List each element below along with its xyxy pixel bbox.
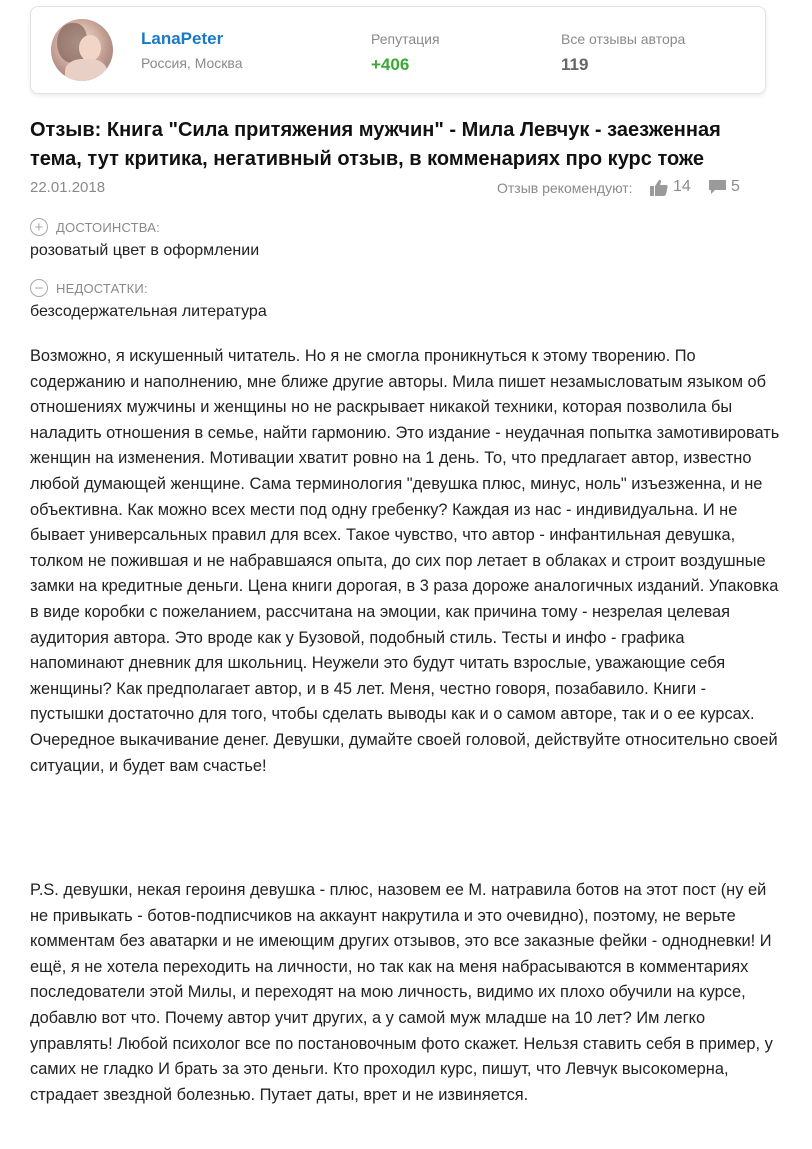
comments-count: 5: [731, 178, 740, 195]
all-reviews-count[interactable]: 119: [561, 55, 589, 74]
author-location: Россия, Москва: [141, 55, 243, 71]
likes-count: 14: [673, 178, 691, 195]
plus-circle-icon: +: [30, 218, 48, 236]
review-body-paragraph-2: P.S. девушки, некая героиня девушка - плюс, назовем ее М. натравила ботов на этот пост (ну ей не привыкать - ботов-подписчиков на аккаунт накрутила и это очевидно), поэтому, не верьте комментам без аватарки и не имеющим других отзывов, это все заказные фейки - однодневки! И ещё, я не хотела переходить на личности, но так как на меня набрасываются в комментариях последователи этой Милы, и переходят на мою личность, видимо их плохо обучили на курсе, добавлю вот что. Почему автор учит других, а у самой муж младше на 10 лет? Им легко управлять! Любой психолог все по постановочным фото скажет. Нельзя ставить себя в пример, у самих не гладко И брать за это деньги. Кто проходил курс, пишут, что Левчук высокомерна, страдает звездной болезнью. Путает даты, врет и не извиняется.: [30, 881, 773, 1104]
review-date: 22.01.2018: [30, 179, 106, 196]
reputation-value: +406: [371, 55, 410, 74]
cons-header: [30, 279, 148, 297]
review-title: Отзыв: Книга "Сила притяжения мужчин" - Мила Левчук - заезженная тема, тут критика, негативный отзыв, в комменариях про курс тоже: [30, 119, 721, 170]
cons-text: безсодержательная литература: [30, 303, 267, 320]
pros-header: [30, 218, 160, 236]
author-name-link[interactable]: LanaPeter: [141, 29, 224, 48]
cons-label: НЕДОСТАТКИ:: [56, 280, 148, 296]
avatar-body: [65, 59, 107, 81]
likes-button[interactable]: [650, 178, 691, 196]
minus-circle-icon: −: [30, 279, 48, 297]
reputation-label: Репутация: [371, 31, 440, 47]
recommend-label: Отзыв рекомендуют:: [497, 180, 633, 196]
author-card: [30, 6, 766, 94]
pros-text: розоватый цвет в оформлении: [30, 242, 260, 259]
avatar-face: [79, 35, 101, 61]
avatar[interactable]: [51, 19, 113, 81]
comments-button[interactable]: [708, 178, 740, 196]
review-body-paragraph-1: Возможно, я искушенный читатель. Но я не смогла проникнуться к этому творению. По содержанию и наполнению, мне ближе другие авторы. Мила пишет незамысловатым языком об отношениях мужчины и женщины но не раскрывает никакой техники, которая позволила бы наладить отношения в семье, найти гармонию. Это издание - неудачная попытка замотивировать женщин на изменения. Мотивации хватит ровно на 1 день. То, что предлагает автор, известно любой думающей женщине. Сама терминология "девушка плюс, минус, ноль" изъезженна, и не объективна. Как можно всех мести под одну гребенку? Каждая из нас - индивидуальна. И не бывает универсальных правил для всех. Такое чувство, что автор - инфантильная девушка, толком не пожившая и не набравшаяся опыта, до сих пор летает в облаках и строит воздушные замки на кредитные деньги. Цена книги дорогая, в 3 раза дороже аналогичных изданий. Упаковка в виде коробки с пожеланием, рассчитана на эмоции, как причина тому - незрелая целевая аудитория автора. Это вроде как у Бузовой, подобный стиль. Тесты и инфо - графика напоминают дневник для школьниц. Неужели это будут читать взрослые, уважающие себя женщины? Как предполагает автор, и в 45 лет. Меня, честно говоря, позабавило. Книги - пустышки достаточно для того, чтобы сделать выводы как и о самом авторе, так и о ее курсах. Очередное выкачивание денег. Девушки, думайте своей головой, действуйте относительно своей ситуации, и будет вам счастье!: [30, 347, 780, 775]
pros-label: ДОСТОИНСТВА:: [56, 219, 160, 235]
comment-icon: [708, 179, 727, 195]
thumbs-up-icon: [650, 179, 668, 196]
all-reviews-label[interactable]: Все отзывы автора: [561, 31, 686, 47]
